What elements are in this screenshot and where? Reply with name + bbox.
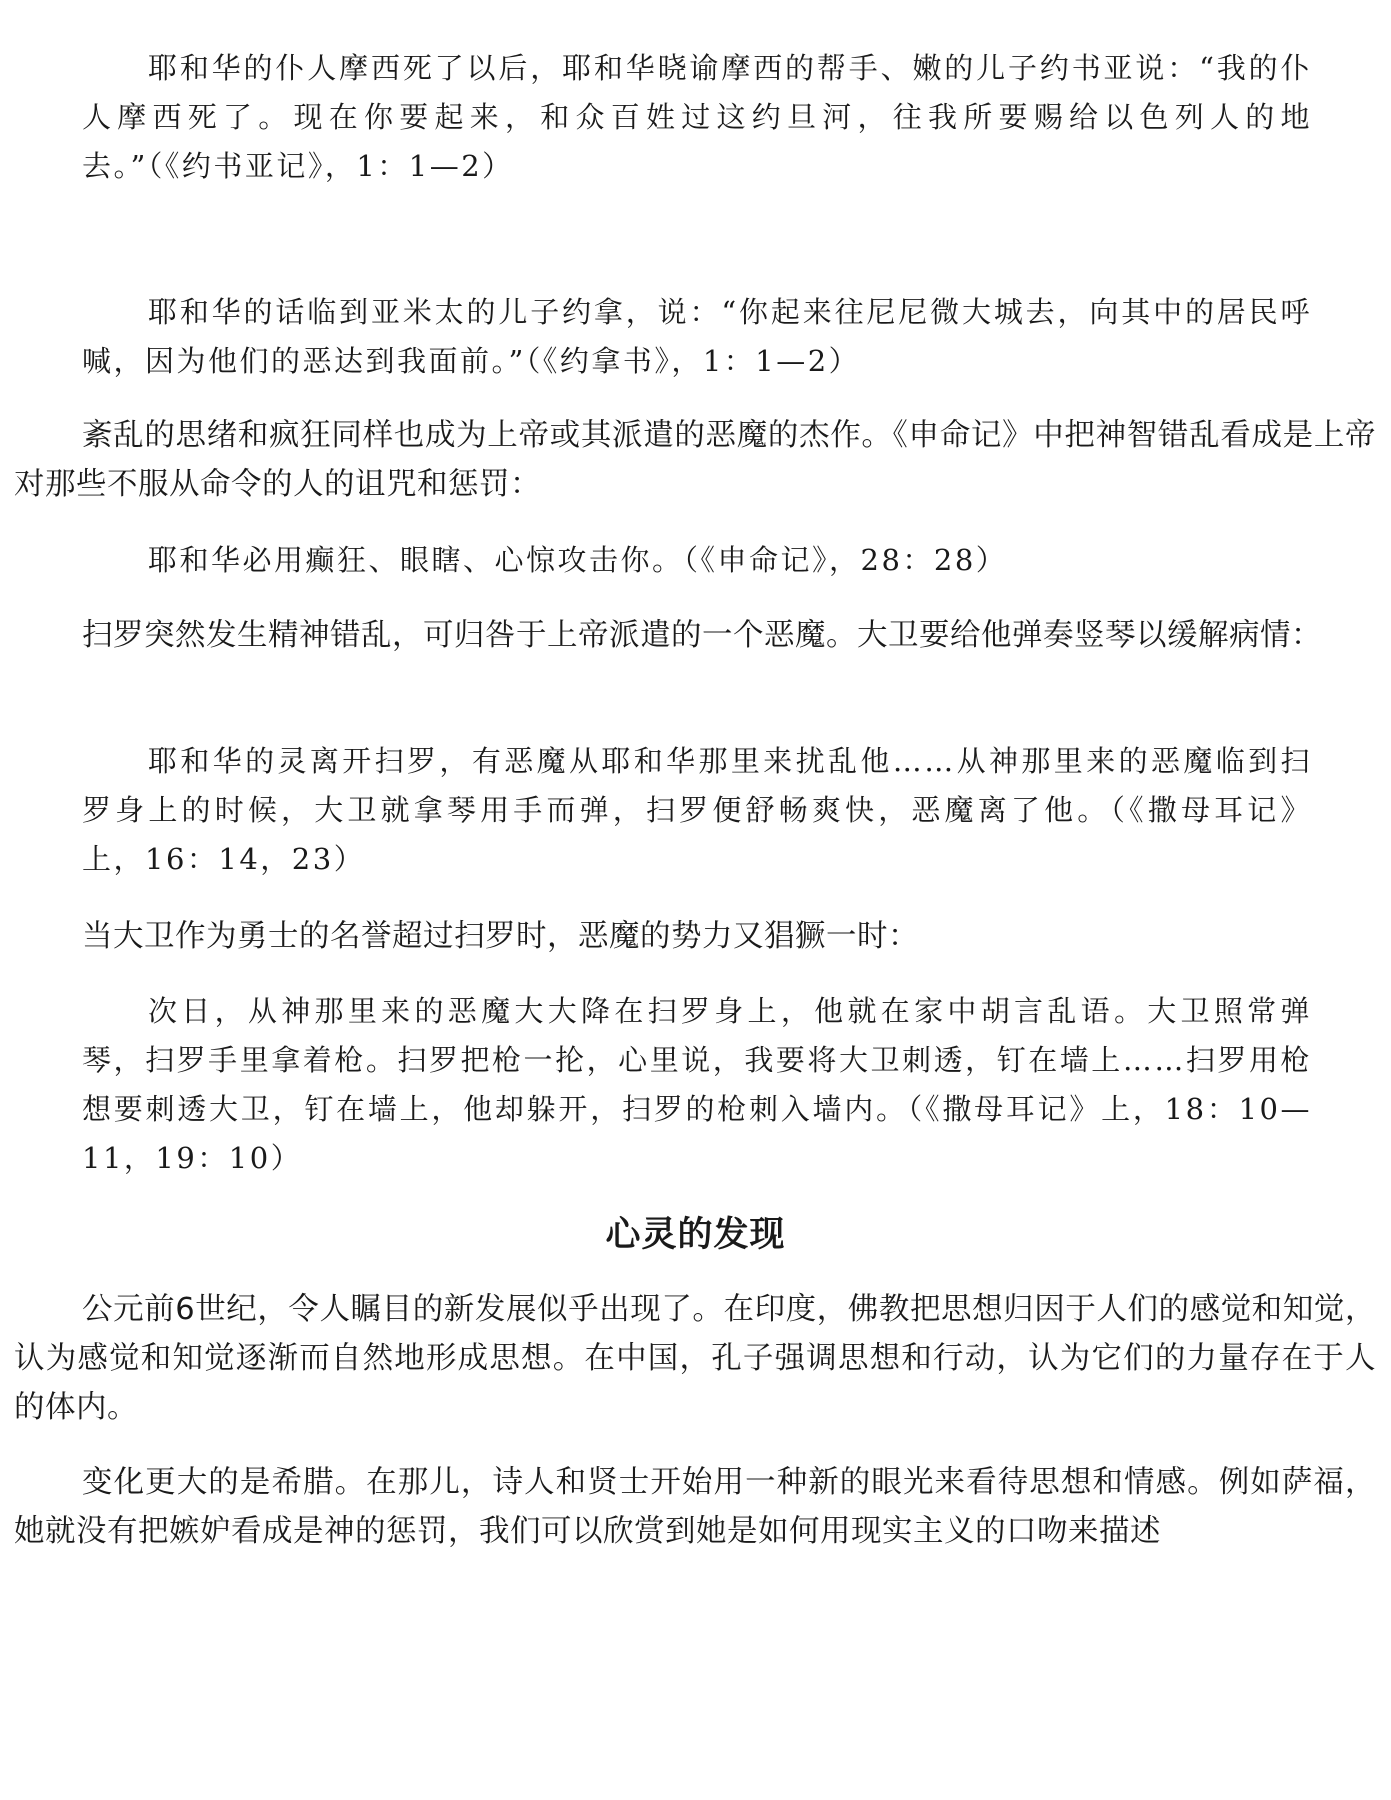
paragraph-saul: 扫罗突然发生精神错乱，可归咎于上帝派遣的一个恶魔。大卫要给他弹奏竖琴以缓解病情：: [82, 618, 1322, 653]
paragraph-greece: 变化更大的是希腊。在那儿，诗人和贤士开始用一种新的眼光来看待思想和情感。例如萨福，她就没有把嫉妒看成是神的惩罚，我们可以欣赏到她是如何用现实主义的口吻来描述: [14, 1465, 1376, 1549]
quote-deuteronomy: 耶和华必用癫狂、眼瞎、心惊攻击你。（《申命记》，28：28）: [148, 543, 1008, 577]
quote-samuel-16: 耶和华的灵离开扫罗，有恶魔从耶和华那里来扰乱他……从神那里来的恶魔临到扫罗身上的时候，大卫就拿琴用手而弹，扫罗便舒畅爽快，恶魔离了他。（《撒母耳记》上，16：14，23）: [82, 744, 1312, 876]
quote-jonah: 耶和华的话临到亚米太的儿子约拿，说：“你起来往尼尼微大城去，向其中的居民呼喊，因为他们的恶达到我面前。”（《约拿书》，1：1—2）: [82, 295, 1312, 378]
quote-samuel-18: 次日，从神那里来的恶魔大大降在扫罗身上，他就在家中胡言乱语。大卫照常弹琴，扫罗手里拿着枪。扫罗把枪一抡，心里说，我要将大卫刺透，钉在墙上……扫罗用枪想要刺透大卫，钉在墙上，他却躲开，扫罗的枪刺入墙内。（《撒母耳记》上，18：10—11，19：10）: [82, 994, 1312, 1175]
paragraph-madness: 紊乱的思绪和疯狂同样也成为上帝或其派遣的恶魔的杰作。《申命记》中把神智错乱看成是上帝对那些不服从命令的人的诅咒和惩罚：: [14, 418, 1376, 502]
section-heading: 心灵的发现: [605, 1215, 786, 1255]
paragraph-david: 当大卫作为勇士的名誉超过扫罗时，恶魔的势力又猖獗一时：: [82, 919, 919, 954]
paragraph-sixth-century: 公元前6世纪，令人瞩目的新发展似乎出现了。在印度，佛教把思想归因于人们的感觉和知觉，认为感觉和知觉逐渐而自然地形成思想。在中国，孔子强调思想和行动，认为它们的力量存在于人的体内。: [14, 1292, 1376, 1425]
quote-joshua: 耶和华的仆人摩西死了以后，耶和华晓谕摩西的帮手、嫩的儿子约书亚说：“我的仆人摩西死了。现在你要起来，和众百姓过这约旦河，往我所要赐给以色列人的地去。”（《约书亚记》，1：1—2）: [82, 51, 1312, 183]
